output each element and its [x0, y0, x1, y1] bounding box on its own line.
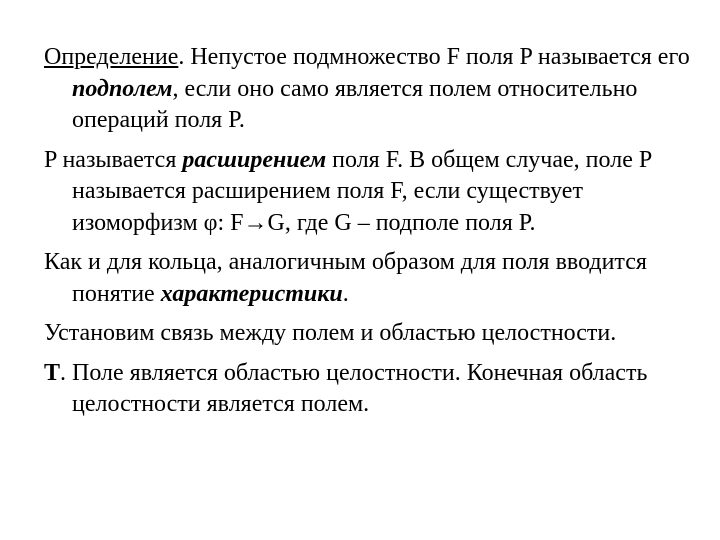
extension-text-2: поля F. В общем случае, поле P называется расширением поля F, если существует изоморфизм	[72, 146, 652, 236]
characteristic-paragraph	[44, 247, 708, 310]
theorem-label: Т	[44, 359, 61, 386]
definition-text-1: . Непустое подмножество F поля P называется его	[178, 44, 690, 70]
term-characteristic: характеристики	[160, 280, 343, 307]
connection-text: Установим связь между полем и областью целостности.	[44, 320, 617, 346]
extension-text-4: G, где G – подполе поля P.	[267, 209, 536, 236]
phi-symbol: φ	[203, 209, 218, 236]
definition-text-2: , если оно само является полем относительно операций поля P.	[72, 75, 638, 133]
definition-label: Определение	[44, 44, 179, 70]
term-extension: расширением	[182, 146, 327, 173]
extension-text-1: P называется	[44, 146, 183, 173]
characteristic-text-1: Как и для кольца, аналогичным образом для поля вводится понятие	[44, 249, 647, 307]
characteristic-text-2: .	[342, 280, 349, 307]
extension-paragraph	[44, 145, 708, 240]
definition-paragraph	[44, 42, 708, 137]
term-subfield: подполем	[72, 75, 173, 102]
theorem-paragraph	[44, 358, 708, 421]
arrow-symbol: →	[243, 209, 268, 236]
slide-content	[44, 42, 708, 429]
theorem-text: . Поле является областью целостности. Конечная область целостности является полем.	[60, 359, 648, 417]
extension-text-3: : F	[217, 209, 244, 236]
connection-paragraph	[44, 318, 708, 350]
